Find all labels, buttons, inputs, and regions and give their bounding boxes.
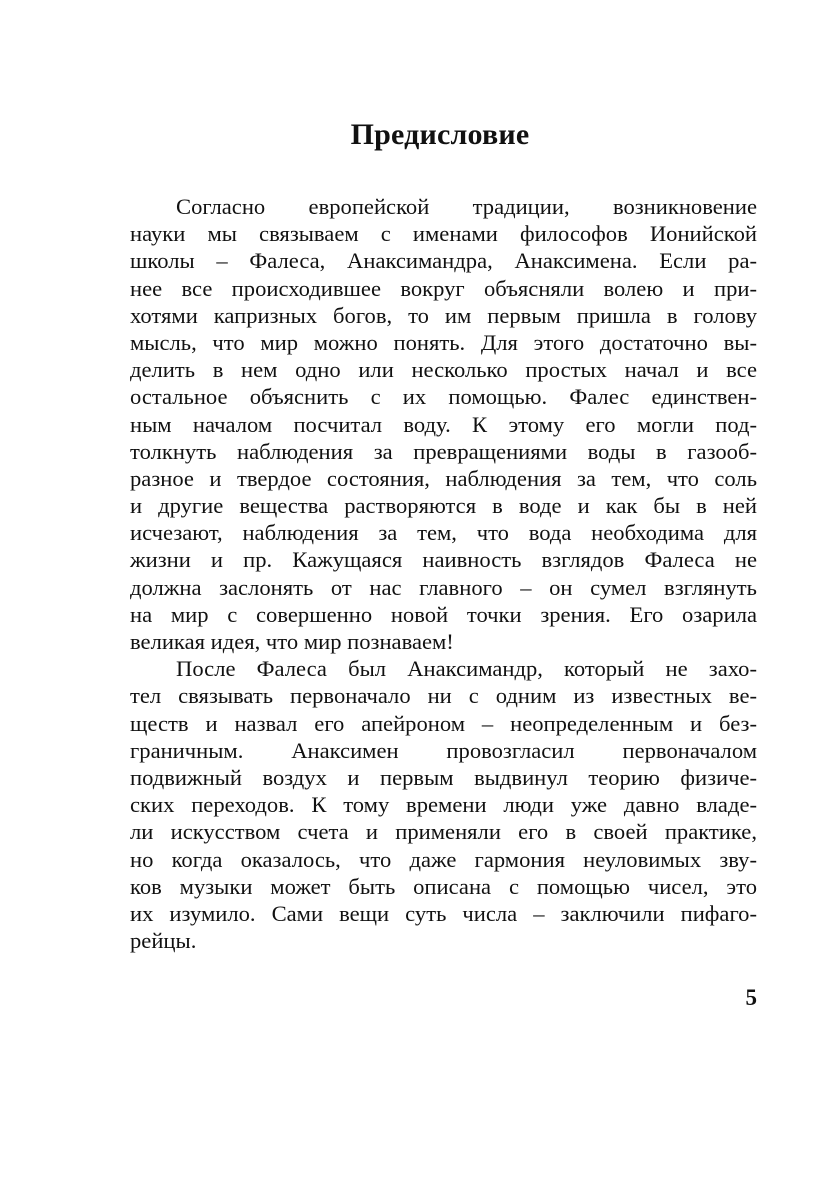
page-number: 5 [745, 985, 757, 1010]
text-line: Согласно европейской традиции, возникновение [176, 194, 757, 219]
text-line: толкнуть наблюдения за превращениями воды в газооб- [130, 438, 757, 464]
paragraph-1 [130, 193, 757, 655]
page-title: Предисловие [350, 118, 530, 151]
text-line: мысль, что мир можно понять. Для этого достаточно вы- [130, 329, 757, 355]
text-line: исчезают, наблюдения за тем, что вода необходима для [130, 520, 757, 546]
paragraph-2 [130, 655, 757, 954]
text-line: на мир с совершенно новой точки зрения. Его озарила [130, 601, 757, 627]
text-line: великая идея, что мир познаваем! [130, 629, 454, 654]
text-line: жизни и пр. Кажущаяся наивность взглядов Фалеса не [130, 547, 757, 573]
text-line: их изумило. Сами вещи суть числа – заключили пифаго- [130, 900, 757, 926]
text-line: школы – Фалеса, Анаксимандра, Анаксимена. Если ра- [130, 248, 757, 274]
text-line: должна заслонять от нас главного – он сумел взглянуть [130, 574, 757, 600]
text-line: науки мы связываем с именами философов Ионийской [130, 221, 757, 247]
text-line: ным началом посчитал воду. К этому его могли под- [130, 411, 757, 437]
text-line: ли искусством счета и применяли его в своей практике, [130, 819, 757, 845]
text-line: и другие вещества растворяются в воде и как бы в ней [130, 493, 757, 519]
text-line: рейцы. [130, 928, 197, 954]
text-line: граничным. Анаксимен провозгласил первоначалом [130, 737, 757, 763]
text-line: разное и твердое состояния, наблюдения за тем, что соль [130, 465, 757, 491]
text-line: После Фалеса был Анаксимандр, который не захо- [176, 656, 757, 682]
text-line: тел связывать первоначало ни с одним из известных ве- [130, 683, 757, 709]
text-line: делить в нем одно или несколько простых начал и все [130, 357, 757, 383]
text-line: подвижный воздух и первым выдвинул теорию физиче- [130, 764, 757, 790]
text-line: остальное объяснить с их помощью. Фалес единствен- [130, 384, 757, 410]
text-line: нее все происходившее вокруг объясняли волею и при- [130, 275, 757, 301]
text-line: ков музыки может быть описана с помощью чисел, это [130, 873, 757, 899]
body-text [130, 193, 757, 954]
text-line: но когда оказалось, что даже гармония неуловимых зву- [130, 846, 757, 872]
text-line: ществ и назвал его апейроном – неопределенным и без- [130, 710, 757, 736]
text-line: хотями капризных богов, то им первым пришла в голову [130, 302, 757, 328]
text-line: ских переходов. К тому времени люди уже давно владе- [130, 792, 757, 818]
